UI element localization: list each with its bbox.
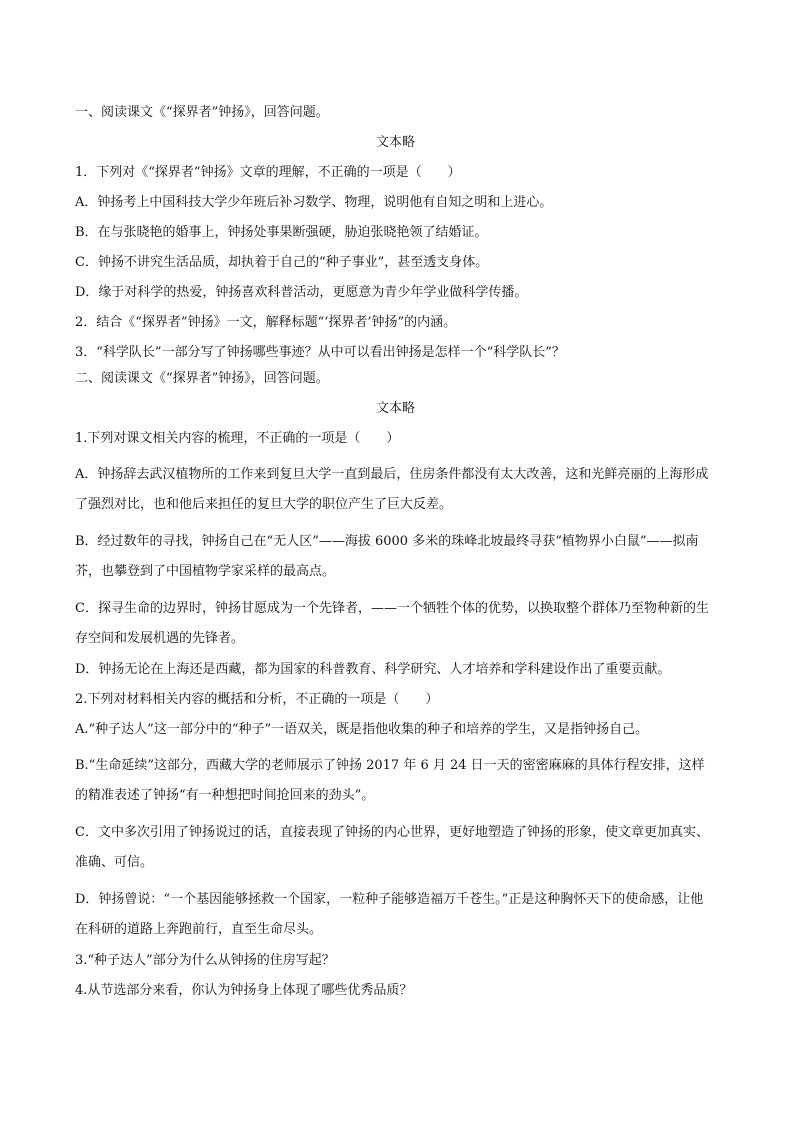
s1-q3: 3．“科学队长”一部分写了钟扬哪些事迹？从中可以看出钟扬是怎样一个“科学队长”？ (75, 345, 565, 360)
s2-q1-option-b: B．经过数年的寻找，钟扬自己在“无人区”——海拔 6000 多米的珠峰北坡最终寻获“植物界小白鼠”——拟南芥，也攀登到了中国植物学家采样的最高点。 (75, 534, 699, 579)
s2-q2-option-a: A.“种子达人”这一部分中的“种子”一语双关，既是指他收集的种子和培养的学生，又是指钟扬自己。 (75, 722, 649, 737)
s2-q1-option-c: C．探寻生命的边界时，钟扬甘愿成为一个先锋者，——一个牺牲个体的优势，以换取整个群体乃至物种新的生存空间和发展机遇的先锋者。 (75, 601, 709, 646)
section2-heading: 二、阅读课文《“探界者”钟扬》，回答问题。 (75, 371, 329, 386)
s1-q1-option-b: B．在与张晓艳的婚事上，钟扬处事果断强硬，胁迫张晓艳领了结婚证。 (75, 225, 488, 240)
s2-q4: 4.从节选部分来看，你认为钟扬身上体现了哪些优秀品质？ (75, 983, 413, 998)
s1-q1-option-d: D．缘于对科学的热爱，钟扬喜欢科普活动，更愿意为青少年学业做科学传播。 (75, 285, 528, 300)
s2-q1-option-d: D．钟扬无论在上海还是西藏，都为国家的科普教育、科学研究、人才培养和学科建设作出了重要贡献。 (75, 662, 671, 677)
s2-q2-option-d: D．钟扬曾说：“一个基因能够拯救一个国家，一粒种子能够造福万千苍生。”正是这种胸怀天下的使命感，让他在科研的道路上奔跑前行，直至生命尽头。 (75, 892, 704, 937)
s2-q2-option-b: B.“生命延续”这部分，西藏大学的老师展示了钟扬 2017 年 6 月 24 日一天的密密麻麻的具体行程安排，这样的精准表述了钟扬“有一种想把时间抢回来的劲头”。 (75, 758, 705, 803)
s2-q2-stem: 2.下列对材料相关内容的概括和分析，不正确的一项是（ ） (75, 692, 439, 707)
section2-text-omitted: 文本略 (375, 401, 415, 416)
s1-q1-stem: 1．下列对《“探界者”钟扬》文章的理解，不正确的一项是（ ） (75, 165, 461, 180)
s1-q2: 2．结合《“探界者”钟扬》一文，解释标题“‘探界者’钟扬”的内涵。 (75, 315, 457, 330)
s2-q3: 3.“种子达人”部分为什么从钟扬的住房写起？ (75, 953, 335, 968)
s1-q1-option-c: C．钟扬不讲究生活品质，却执着于自己的“种子事业”，甚至透支身体。 (75, 255, 489, 270)
s2-q2-option-c: C．文中多次引用了钟扬说过的话，直接表现了钟扬的内心世界，更好地塑造了钟扬的形象，使文章更加真实、准确、可信。 (75, 825, 709, 870)
section1-heading: 一、阅读课文《“探界者”钟扬》，回答问题。 (75, 105, 329, 120)
s2-q1-stem: 1.下列对课文相关内容的梳理，不正确的一项是（ ） (75, 431, 400, 446)
s2-q1-option-a: A．钟扬辞去武汉植物所的工作来到复旦大学一直到最后，住房条件都没有太大改善，这和光鲜亮丽的上海形成了强烈对比，也和他后来担任的复旦大学的职位产生了巨大反差。 (75, 467, 709, 512)
section1-text-omitted: 文本略 (375, 135, 415, 150)
s1-q1-option-a: A．钟扬考上中国科技大学少年班后补习数学、物理，说明他有自知之明和上进心。 (75, 195, 553, 210)
